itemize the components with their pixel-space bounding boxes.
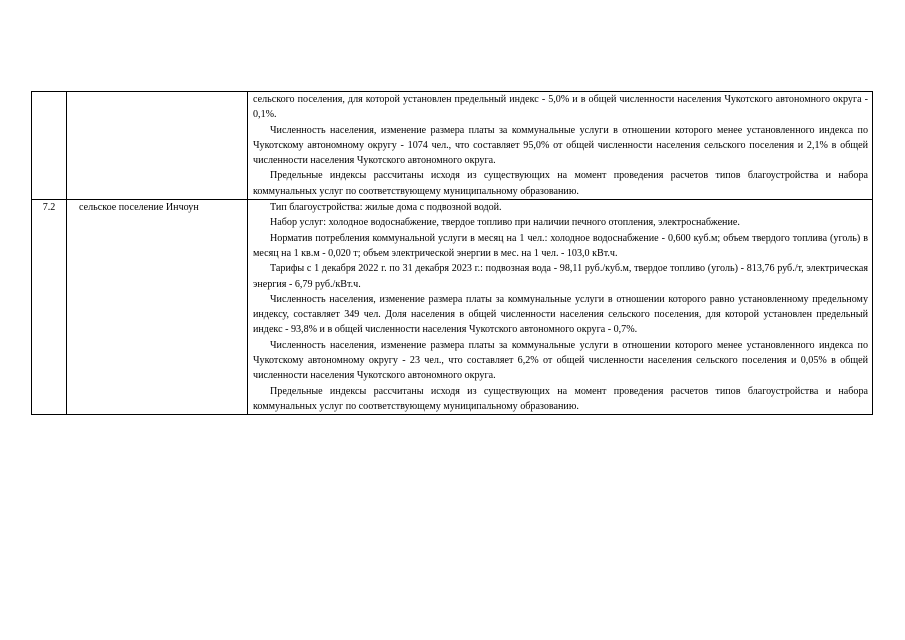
paragraph: Норматив потребления коммунальной услуги в месяц на 1 чел.: холодное водоснабжение - 0,600 куб.м; объем твердого топлива (уголь) в месяц на 1 кв.м - 0,020 т; объем электрической энергии в мес. на 1 чел. - 103,0 кВт.ч. <box>253 232 868 259</box>
paragraph: Тип благоустройства: жилые дома с подвозной водой. <box>270 202 502 214</box>
row-number-cell: 7.2 <box>32 200 67 415</box>
table-row <box>32 200 873 415</box>
municipality-name-cell: сельское поселение Инчоун <box>67 200 248 415</box>
paragraph: Численность населения, изменение размера платы за коммунальные услуги в отношении которого менее установленного индекса по Чукотскому автономному округу - 23 чел., что составляет 6,2% от общей численности населения сельского поселения и 0,05% в общей численности населения Чукотского автономного округа. <box>253 339 868 382</box>
paragraph: Численность населения, изменение размера платы за коммунальные услуги в отношении которого менее установленного индекса по Чукотскому автономному округу - 1074 чел., что составляет 95,0% от общей численности населения сельского поселения и 2,1% в общей численности населения Чукотского автономного округа. <box>253 124 868 167</box>
municipality-name-cell <box>67 92 248 200</box>
paragraph: сельского поселения, для которой установлен предельный индекс - 5,0% и в общей численности населения Чукотского автономного округа - 0,1%. <box>253 94 868 121</box>
paragraph: Тарифы с 1 декабря 2022 г. по 31 декабря 2023 г.: подвозная вода - 98,11 руб./куб.м, твердое топливо (уголь) - 813,76 руб./т, электрическая энергия - 6,79 руб./кВт.ч. <box>253 263 868 290</box>
tariff-table <box>31 91 873 415</box>
row-number-cell <box>32 92 67 200</box>
paragraph: Набор услуг: холодное водоснабжение, твердое топливо при наличии печного отопления, электроснабжение. <box>270 217 740 229</box>
description-cell <box>248 92 873 200</box>
paragraph: Предельные индексы рассчитаны исходя из существующих на момент проведения расчетов типов благоустройства и набора коммунальных услуг по соответствующему муниципальному образованию. <box>253 385 868 412</box>
paragraph: Предельные индексы рассчитаны исходя из существующих на момент проведения расчетов типов благоустройства и набора коммунальных услуг по соответствующему муниципальному образованию. <box>253 170 868 197</box>
paragraph: Численность населения, изменение размера платы за коммунальные услуги в отношении которого равно установленному предельному индексу, составляет 349 чел. Доля населения в общей численности населения сельского поселения, для которой установлен предельный индекс - 93,8% и в общей численности населения Чукотского автономного округа - 0,7%. <box>253 293 868 336</box>
table-row <box>32 92 873 200</box>
description-cell <box>248 200 873 415</box>
